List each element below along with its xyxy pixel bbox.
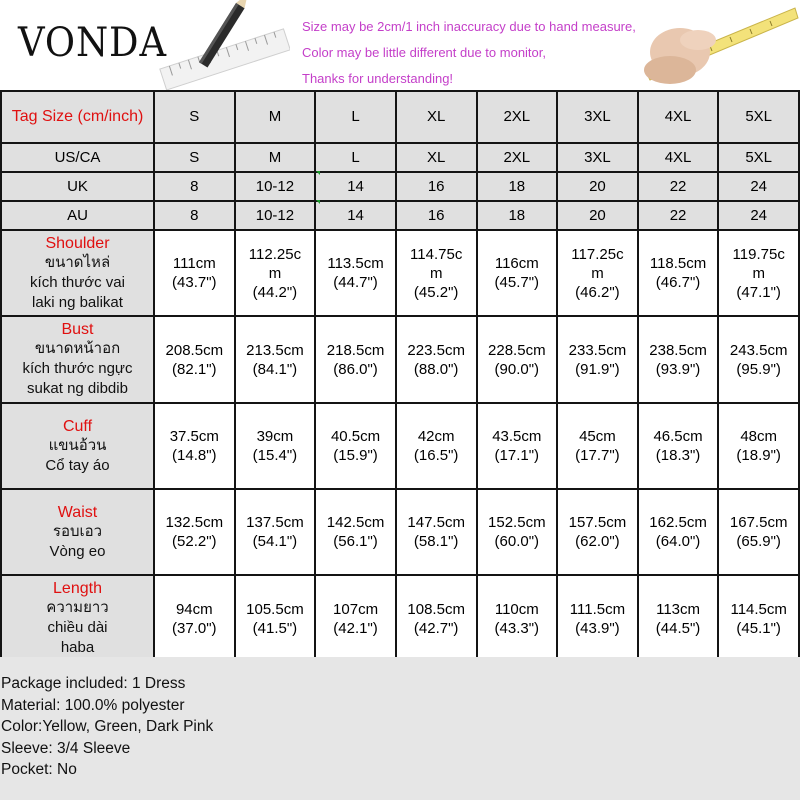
table-cell: 22 (638, 172, 719, 201)
spec-line: Color:Yellow, Green, Dark Pink (1, 718, 214, 735)
size-header: M (235, 91, 316, 143)
measure-cell: 114.75c m (45.2") (396, 230, 477, 316)
table-cell: 20 (557, 172, 638, 201)
table-cell: 22 (638, 201, 719, 230)
measure-cell: 114.5cm (45.1") (718, 575, 799, 662)
table-cell: 4XL (638, 143, 719, 172)
measure-cell: 223.5cm (88.0") (396, 316, 477, 403)
brand-logo: VONDA (18, 20, 167, 66)
size-header: L (315, 91, 396, 143)
bust-row (1, 316, 799, 403)
size-header: 5XL (718, 91, 799, 143)
measure-cell: 111cm (43.7") (154, 230, 235, 316)
measure-cell: 167.5cm (65.9") (718, 489, 799, 575)
shoulder-row (1, 230, 799, 316)
product-details-footer (0, 657, 800, 800)
size-header: 4XL (638, 91, 719, 143)
row-label: AU (1, 201, 154, 230)
measure-cell: 113cm (44.5") (638, 575, 719, 662)
table-cell: 18 (477, 201, 558, 230)
measure-label: Length ความยาว chiều dài haba (1, 575, 154, 662)
green-corner-mark (316, 200, 320, 204)
measure-label: Waist รอบเอว Vòng eo (1, 489, 154, 575)
measure-cell: 39cm (15.4") (235, 403, 316, 489)
note-line: Color may be little different due to monitor, (302, 45, 546, 60)
spec-line: Pocket: No (1, 761, 77, 778)
table-cell: 20 (557, 201, 638, 230)
table-cell: 10-12 (235, 201, 316, 230)
size-header: XL (396, 91, 477, 143)
measure-label: Bust ขนาดหน้าอก kích thước ngực sukat ng dibdib (1, 316, 154, 403)
measure-cell: 208.5cm (82.1") (154, 316, 235, 403)
measure-cell: 132.5cm (52.2") (154, 489, 235, 575)
table-cell: 5XL (718, 143, 799, 172)
table-cell: 16 (396, 201, 477, 230)
table-cell: 14 (315, 172, 396, 201)
pencil-ruler-illustration (150, 0, 290, 90)
measurement-notes (302, 14, 636, 90)
cuff-row (1, 403, 799, 489)
table-cell: XL (396, 143, 477, 172)
measure-cell: 112.25c m (44.2") (235, 230, 316, 316)
measure-cell: 243.5cm (95.9") (718, 316, 799, 403)
tag-size-row (1, 91, 799, 143)
measure-cell: 37.5cm (14.8") (154, 403, 235, 489)
measure-cell: 45cm (17.7") (557, 403, 638, 489)
measure-cell: 117.25c m (46.2") (557, 230, 638, 316)
table-cell: L (315, 143, 396, 172)
table-cell: 2XL (477, 143, 558, 172)
spec-line: Package included: 1 Dress (1, 675, 186, 692)
measure-cell: 218.5cm (86.0") (315, 316, 396, 403)
measure-cell: 137.5cm (54.1") (235, 489, 316, 575)
size-header: S (154, 91, 235, 143)
table-cell: 24 (718, 172, 799, 201)
spec-line: Sleeve: 3/4 Sleeve (1, 739, 131, 757)
measure-cell: 43.5cm (17.1") (477, 403, 558, 489)
row-label: UK (1, 172, 154, 201)
measure-cell: 228.5cm (90.0") (477, 316, 558, 403)
length-row (1, 575, 799, 662)
measure-label: Shoulder ขนาดไหล่ kích thước vai laki ng balikat (1, 230, 154, 316)
us-ca-row (1, 143, 799, 172)
measure-cell: 42cm (16.5") (396, 403, 477, 489)
measure-cell: 107cm (42.1") (315, 575, 396, 662)
measure-cell: 142.5cm (56.1") (315, 489, 396, 575)
table-cell: 18 (477, 172, 558, 201)
table-cell: S (154, 143, 235, 172)
header-banner (0, 0, 800, 90)
measure-cell: 94cm (37.0") (154, 575, 235, 662)
waist-row (1, 489, 799, 575)
note-line: Thanks for understanding! (302, 71, 454, 86)
spec-line: Material: 100.0% polyester (1, 696, 185, 714)
measure-cell: 147.5cm (58.1") (396, 489, 477, 575)
table-cell: 16 (396, 172, 477, 201)
row-label: US/CA (1, 143, 154, 172)
measure-cell: 238.5cm (93.9") (638, 316, 719, 403)
table-cell: M (235, 143, 316, 172)
table-cell: 8 (154, 201, 235, 230)
size-chart-table (0, 90, 800, 663)
measure-cell: 152.5cm (60.0") (477, 489, 558, 575)
au-row (1, 201, 799, 230)
green-corner-mark (316, 171, 320, 175)
measure-cell: 213.5cm (84.1") (235, 316, 316, 403)
product-specs (1, 673, 213, 781)
table-cell: 10-12 (235, 172, 316, 201)
tag-size-label: Tag Size (cm/inch) (1, 91, 154, 143)
uk-row (1, 172, 799, 201)
size-header: 3XL (557, 91, 638, 143)
measure-cell: 46.5cm (18.3") (638, 403, 719, 489)
measure-cell: 118.5cm (46.7") (638, 230, 719, 316)
measure-cell: 119.75c m (47.1") (718, 230, 799, 316)
size-header: 2XL (477, 91, 558, 143)
measure-cell: 157.5cm (62.0") (557, 489, 638, 575)
hand-tape-measure-illustration (640, 0, 800, 90)
table-cell: 24 (718, 201, 799, 230)
measure-label: Cuff แขนอ้วน Cổ tay áo (1, 403, 154, 489)
measure-cell: 162.5cm (64.0") (638, 489, 719, 575)
measure-cell: 105.5cm (41.5") (235, 575, 316, 662)
table-cell: 8 (154, 172, 235, 201)
measure-cell: 116cm (45.7") (477, 230, 558, 316)
measure-cell: 113.5cm (44.7") (315, 230, 396, 316)
measure-cell: 233.5cm (91.9") (557, 316, 638, 403)
measure-cell: 48cm (18.9") (718, 403, 799, 489)
table-cell: 14 (315, 201, 396, 230)
measure-cell: 108.5cm (42.7") (396, 575, 477, 662)
measure-cell: 111.5cm (43.9") (557, 575, 638, 662)
measure-cell: 110cm (43.3") (477, 575, 558, 662)
note-line: Size may be 2cm/1 inch inaccuracy due to hand measure, (302, 19, 636, 34)
measure-cell: 40.5cm (15.9") (315, 403, 396, 489)
table-cell: 3XL (557, 143, 638, 172)
